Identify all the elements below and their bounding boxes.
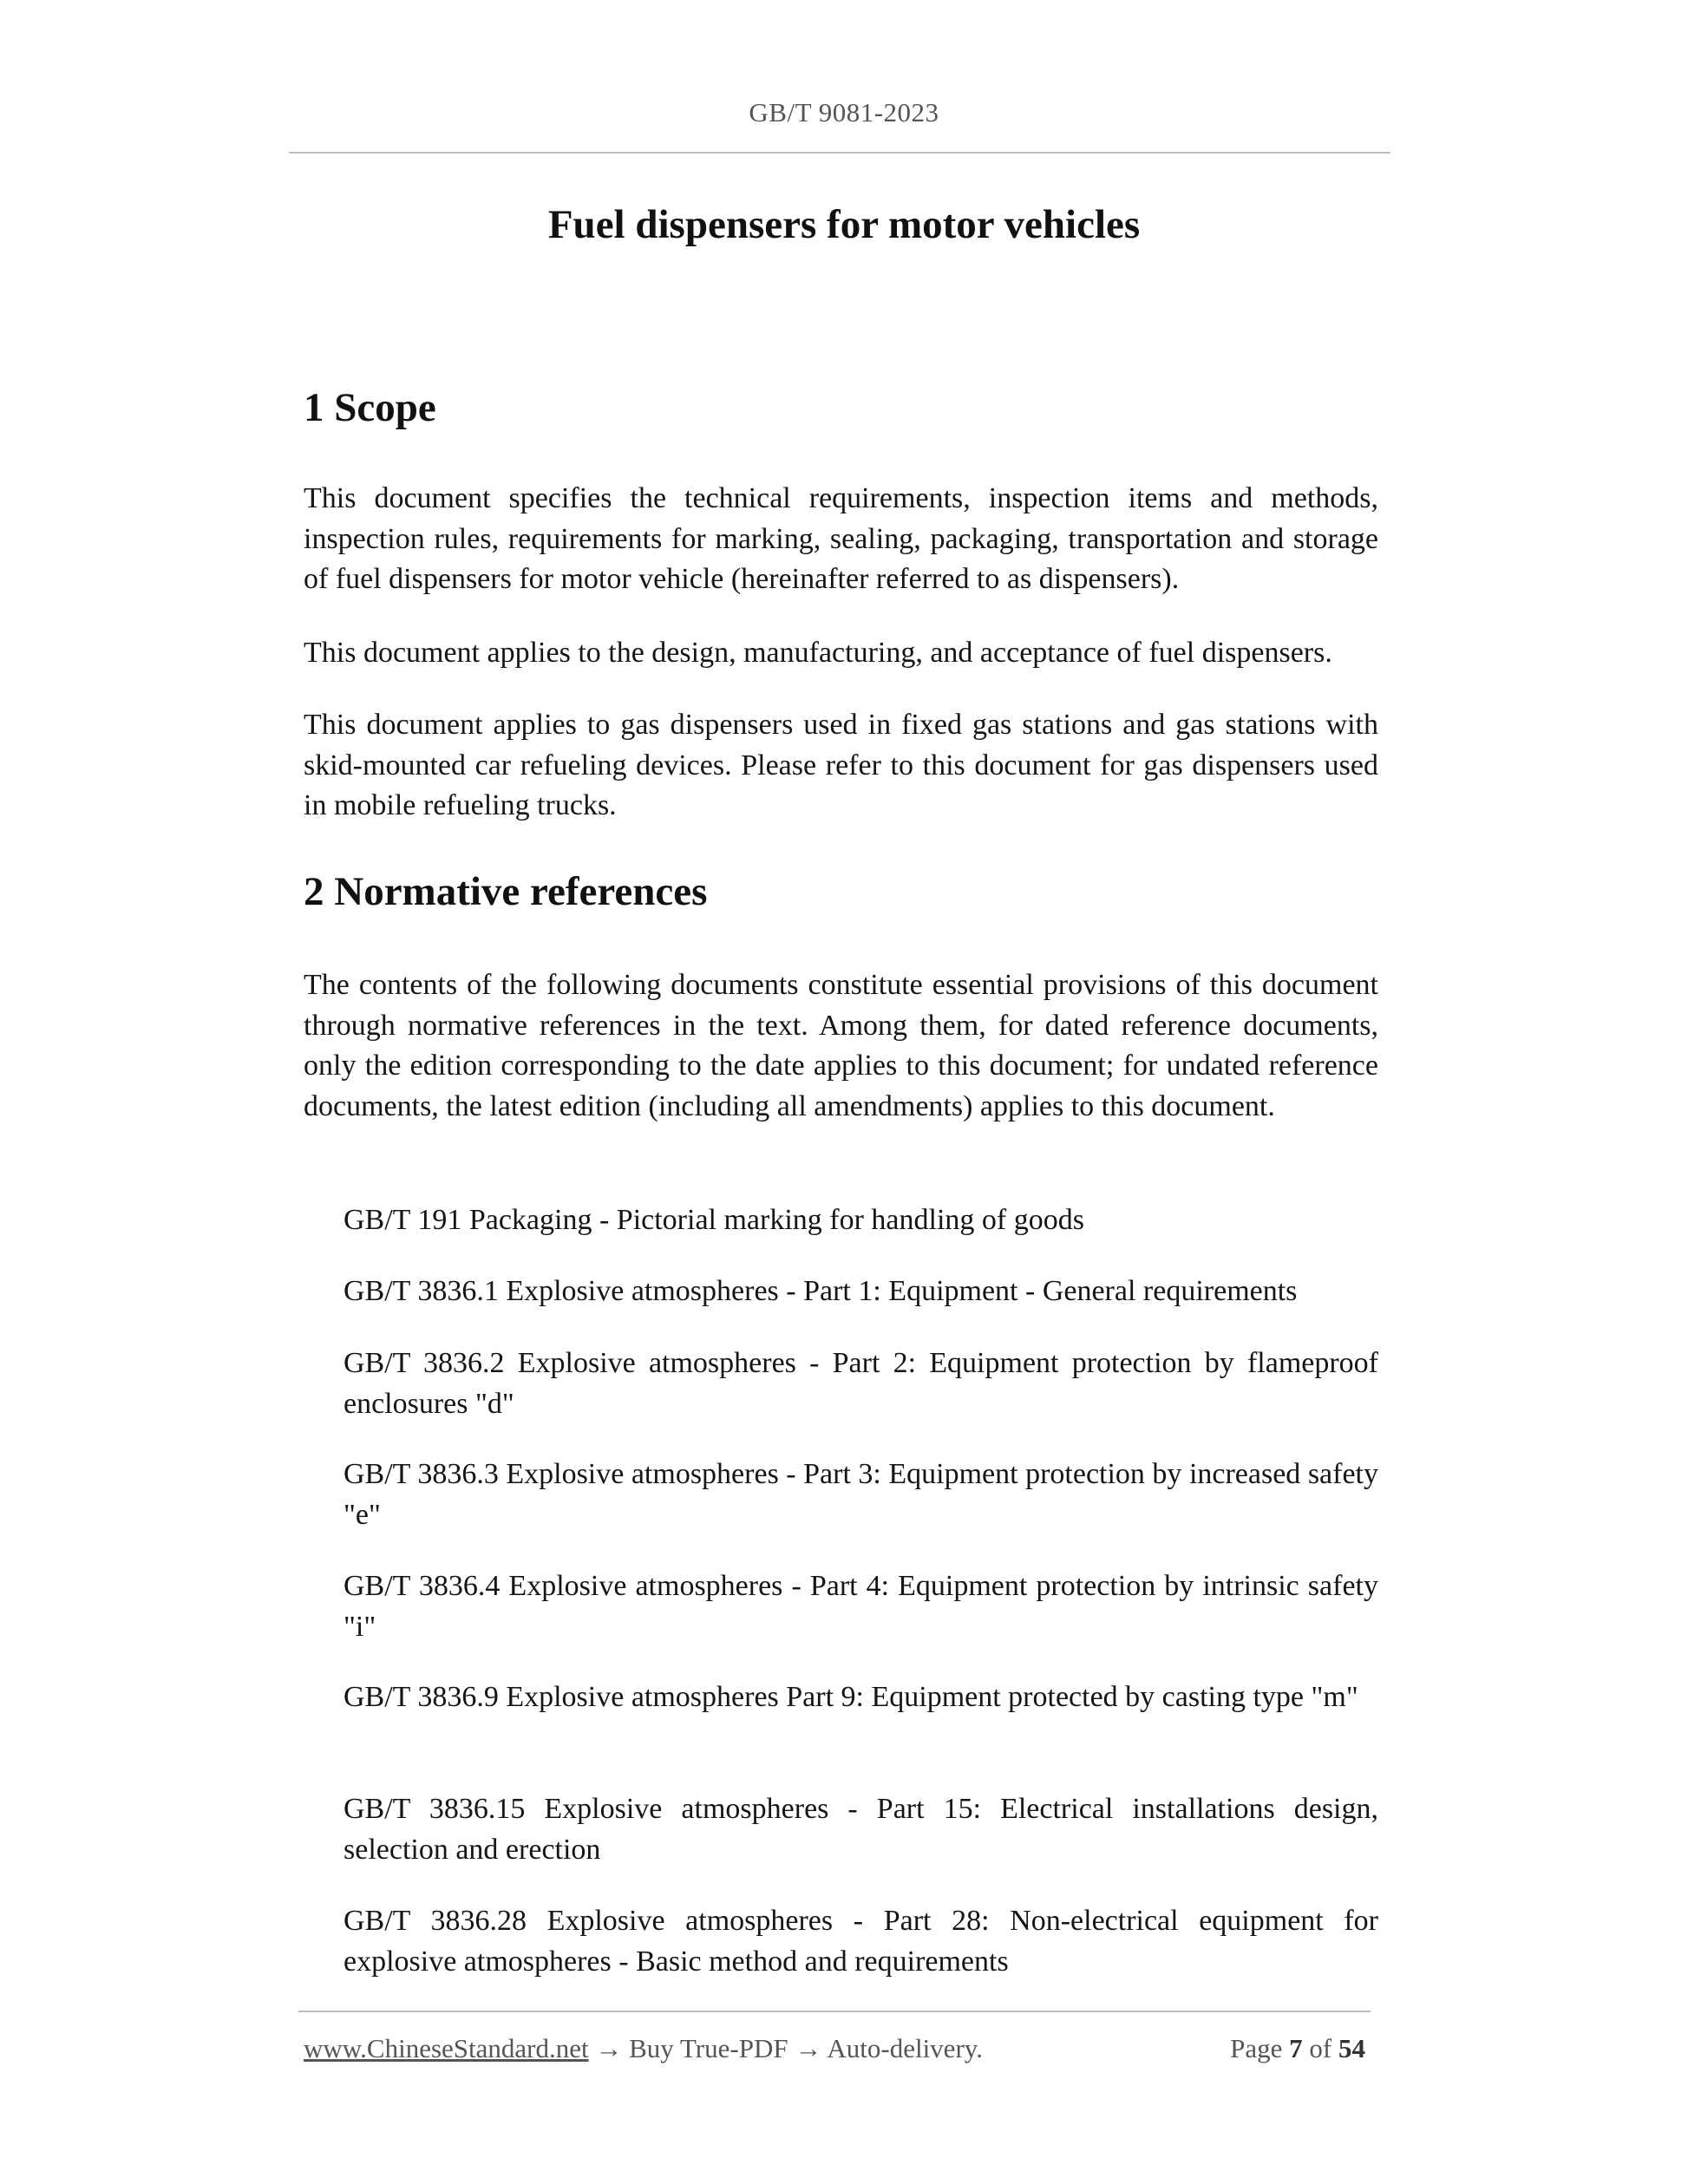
reference-item: GB/T 3836.15 Explosive atmospheres - Part 15: Electrical installations design, selection and erection [343, 1793, 1378, 1866]
reference-item: GB/T 3836.28 Explosive atmospheres - Part 28: Non-electrical equipment for explosive atmospheres - Basic method and requirements [343, 1905, 1378, 1978]
page-number [1230, 2033, 1365, 2064]
normative-references-intro: The contents of the following documents constitute essential provisions of this document through normative references in the text. Among them, for dated reference documents, only the edition corresponding to the date applies to this document; for undated reference documents, the latest edition (including all amendments) applies to this document. [304, 969, 1378, 1122]
reference-item: GB/T 3836.3 Explosive atmospheres - Part 3: Equipment protection by increased safety "e" [343, 1458, 1378, 1531]
reference-item: GB/T 3836.2 Explosive atmospheres - Part 2: Equipment protection by flameproof enclosures "d" [343, 1347, 1378, 1420]
page-total: 54 [1338, 2033, 1365, 2063]
site-link[interactable]: www.ChineseStandard.net [304, 2033, 589, 2063]
section-heading-normative-references: 2 Normative references [304, 869, 708, 914]
footer-promo-text: → Buy True-PDF → Auto-delivery. [588, 2033, 983, 2063]
document-title: Fuel dispensers for motor vehicles [547, 202, 1141, 247]
scope-paragraph-3: This document applies to gas dispensers used in fixed gas stations and gas stations with skid-mounted car refueling devices. Please refer to this document for gas dispensers used in mobile refueling trucks. [304, 709, 1378, 821]
section-heading-scope: 1 Scope [304, 385, 436, 430]
running-header: GB/T 9081-2023 [749, 97, 939, 128]
reference-item: GB/T 3836.9 Explosive atmospheres Part 9: Equipment protected by casting type "m" [343, 1681, 1358, 1713]
footer-divider [298, 2011, 1371, 2012]
page-label: Page [1230, 2033, 1283, 2063]
reference-item: GB/T 3836.4 Explosive atmospheres - Part 4: Equipment protection by intrinsic safety "i" [343, 1570, 1378, 1643]
footer-promo [304, 2033, 983, 2064]
page-footer [304, 2033, 1365, 2071]
page-current: 7 [1289, 2033, 1303, 2063]
scope-paragraph-2: This document applies to the design, manufacturing, and acceptance of fuel dispensers. [304, 637, 1332, 669]
reference-item: GB/T 191 Packaging - Pictorial marking for handling of goods [343, 1204, 1084, 1236]
page-of-label: of [1309, 2033, 1332, 2063]
scope-paragraph-1: This document specifies the technical requirements, inspection items and methods, inspection rules, requirements for marking, sealing, packaging, transportation and storage of fuel dispensers for motor vehicle (hereinafter referred to as dispensers). [304, 482, 1378, 595]
reference-item: GB/T 3836.1 Explosive atmospheres - Part 1: Equipment - General requirements [343, 1275, 1298, 1307]
header-divider [289, 152, 1390, 154]
